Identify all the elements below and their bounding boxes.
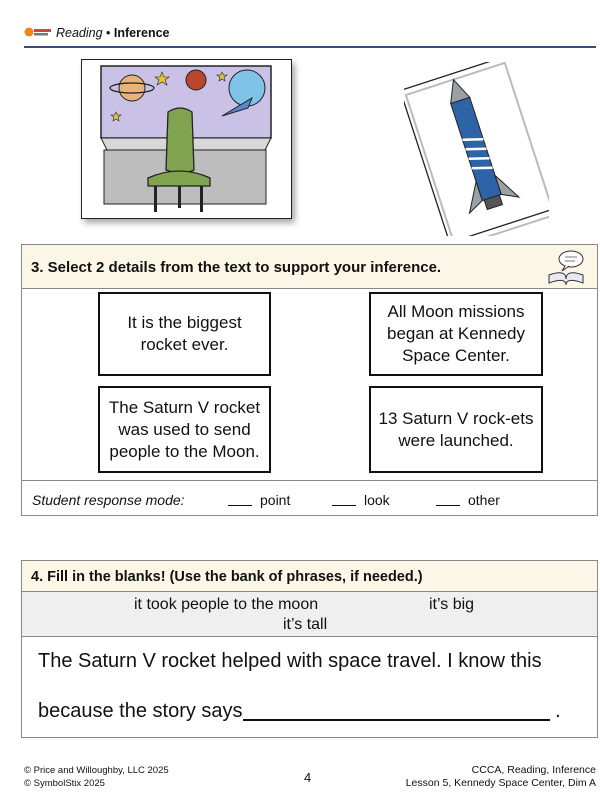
- open-book-speech-icon: [545, 249, 587, 285]
- header-separator: •: [102, 26, 114, 40]
- page-number: 4: [304, 770, 312, 785]
- response-mode-row: [22, 480, 597, 514]
- publisher-logo-icon: [24, 26, 52, 38]
- question-4-prompt: 4. Fill in the blanks! (Use the bank of phrases, if needed.): [31, 569, 423, 585]
- copyright-line: © Price and Willoughby, LLC 2025: [24, 765, 169, 776]
- rocket-picture: [404, 62, 549, 236]
- response-blank[interactable]: [332, 505, 356, 506]
- footer-copyright: [24, 764, 169, 790]
- page-header: [24, 22, 596, 48]
- question-4-section: [21, 560, 598, 738]
- space-control-room-picture: [81, 59, 292, 219]
- response-blank[interactable]: [228, 505, 252, 506]
- header-topic: Inference: [113, 26, 170, 40]
- space-scene-illustration: [82, 60, 290, 217]
- fill-sentence-line-1: The Saturn V rocket helped with space travel. I know this: [38, 650, 542, 672]
- phrase-bank-item[interactable]: it’s big: [429, 596, 475, 613]
- footer-lesson-info: [406, 764, 596, 790]
- response-option-look[interactable]: [332, 492, 390, 508]
- phrase-bank: [22, 592, 597, 637]
- answer-blank-field[interactable]: [243, 701, 550, 721]
- fill-sentence-text: because the story says: [38, 700, 243, 722]
- detail-card[interactable]: The Saturn V rocket was used to send people to the Moon.: [98, 386, 271, 473]
- response-blank[interactable]: [436, 505, 460, 506]
- fill-sentence-line-2: [38, 700, 561, 723]
- detail-card[interactable]: All Moon missions began at Kennedy Space Center.: [369, 292, 543, 376]
- response-option-label: other: [468, 492, 500, 508]
- header-title: [56, 26, 170, 40]
- question-3-header: [22, 245, 597, 289]
- sentence-end-punctuation: .: [555, 700, 561, 722]
- response-mode-label: Student response mode:: [32, 492, 185, 508]
- lesson-line: Lesson 5, Kennedy Space Center, Dim A: [405, 777, 596, 789]
- question-3-section: [21, 244, 598, 516]
- question-4-header: [22, 561, 597, 592]
- copyright-line: © SymbolStix 2025: [24, 778, 105, 789]
- course-line: CCCA, Reading, Inference: [471, 764, 596, 776]
- detail-card[interactable]: 13 Saturn V rock-ets were launched.: [369, 386, 543, 473]
- response-option-label: point: [260, 492, 291, 508]
- detail-card[interactable]: It is the biggest rocket ever.: [98, 292, 271, 376]
- response-option-label: look: [364, 492, 390, 508]
- phrase-bank-item[interactable]: it took people to the moon: [134, 596, 319, 613]
- response-option-other[interactable]: [436, 492, 500, 508]
- response-option-point[interactable]: [228, 492, 290, 508]
- header-subject: Reading: [56, 26, 103, 40]
- question-3-prompt: 3. Select 2 details from the text to support your inference.: [31, 259, 442, 276]
- rocket-illustration: [404, 62, 549, 236]
- phrase-bank-item[interactable]: it’s tall: [283, 616, 328, 633]
